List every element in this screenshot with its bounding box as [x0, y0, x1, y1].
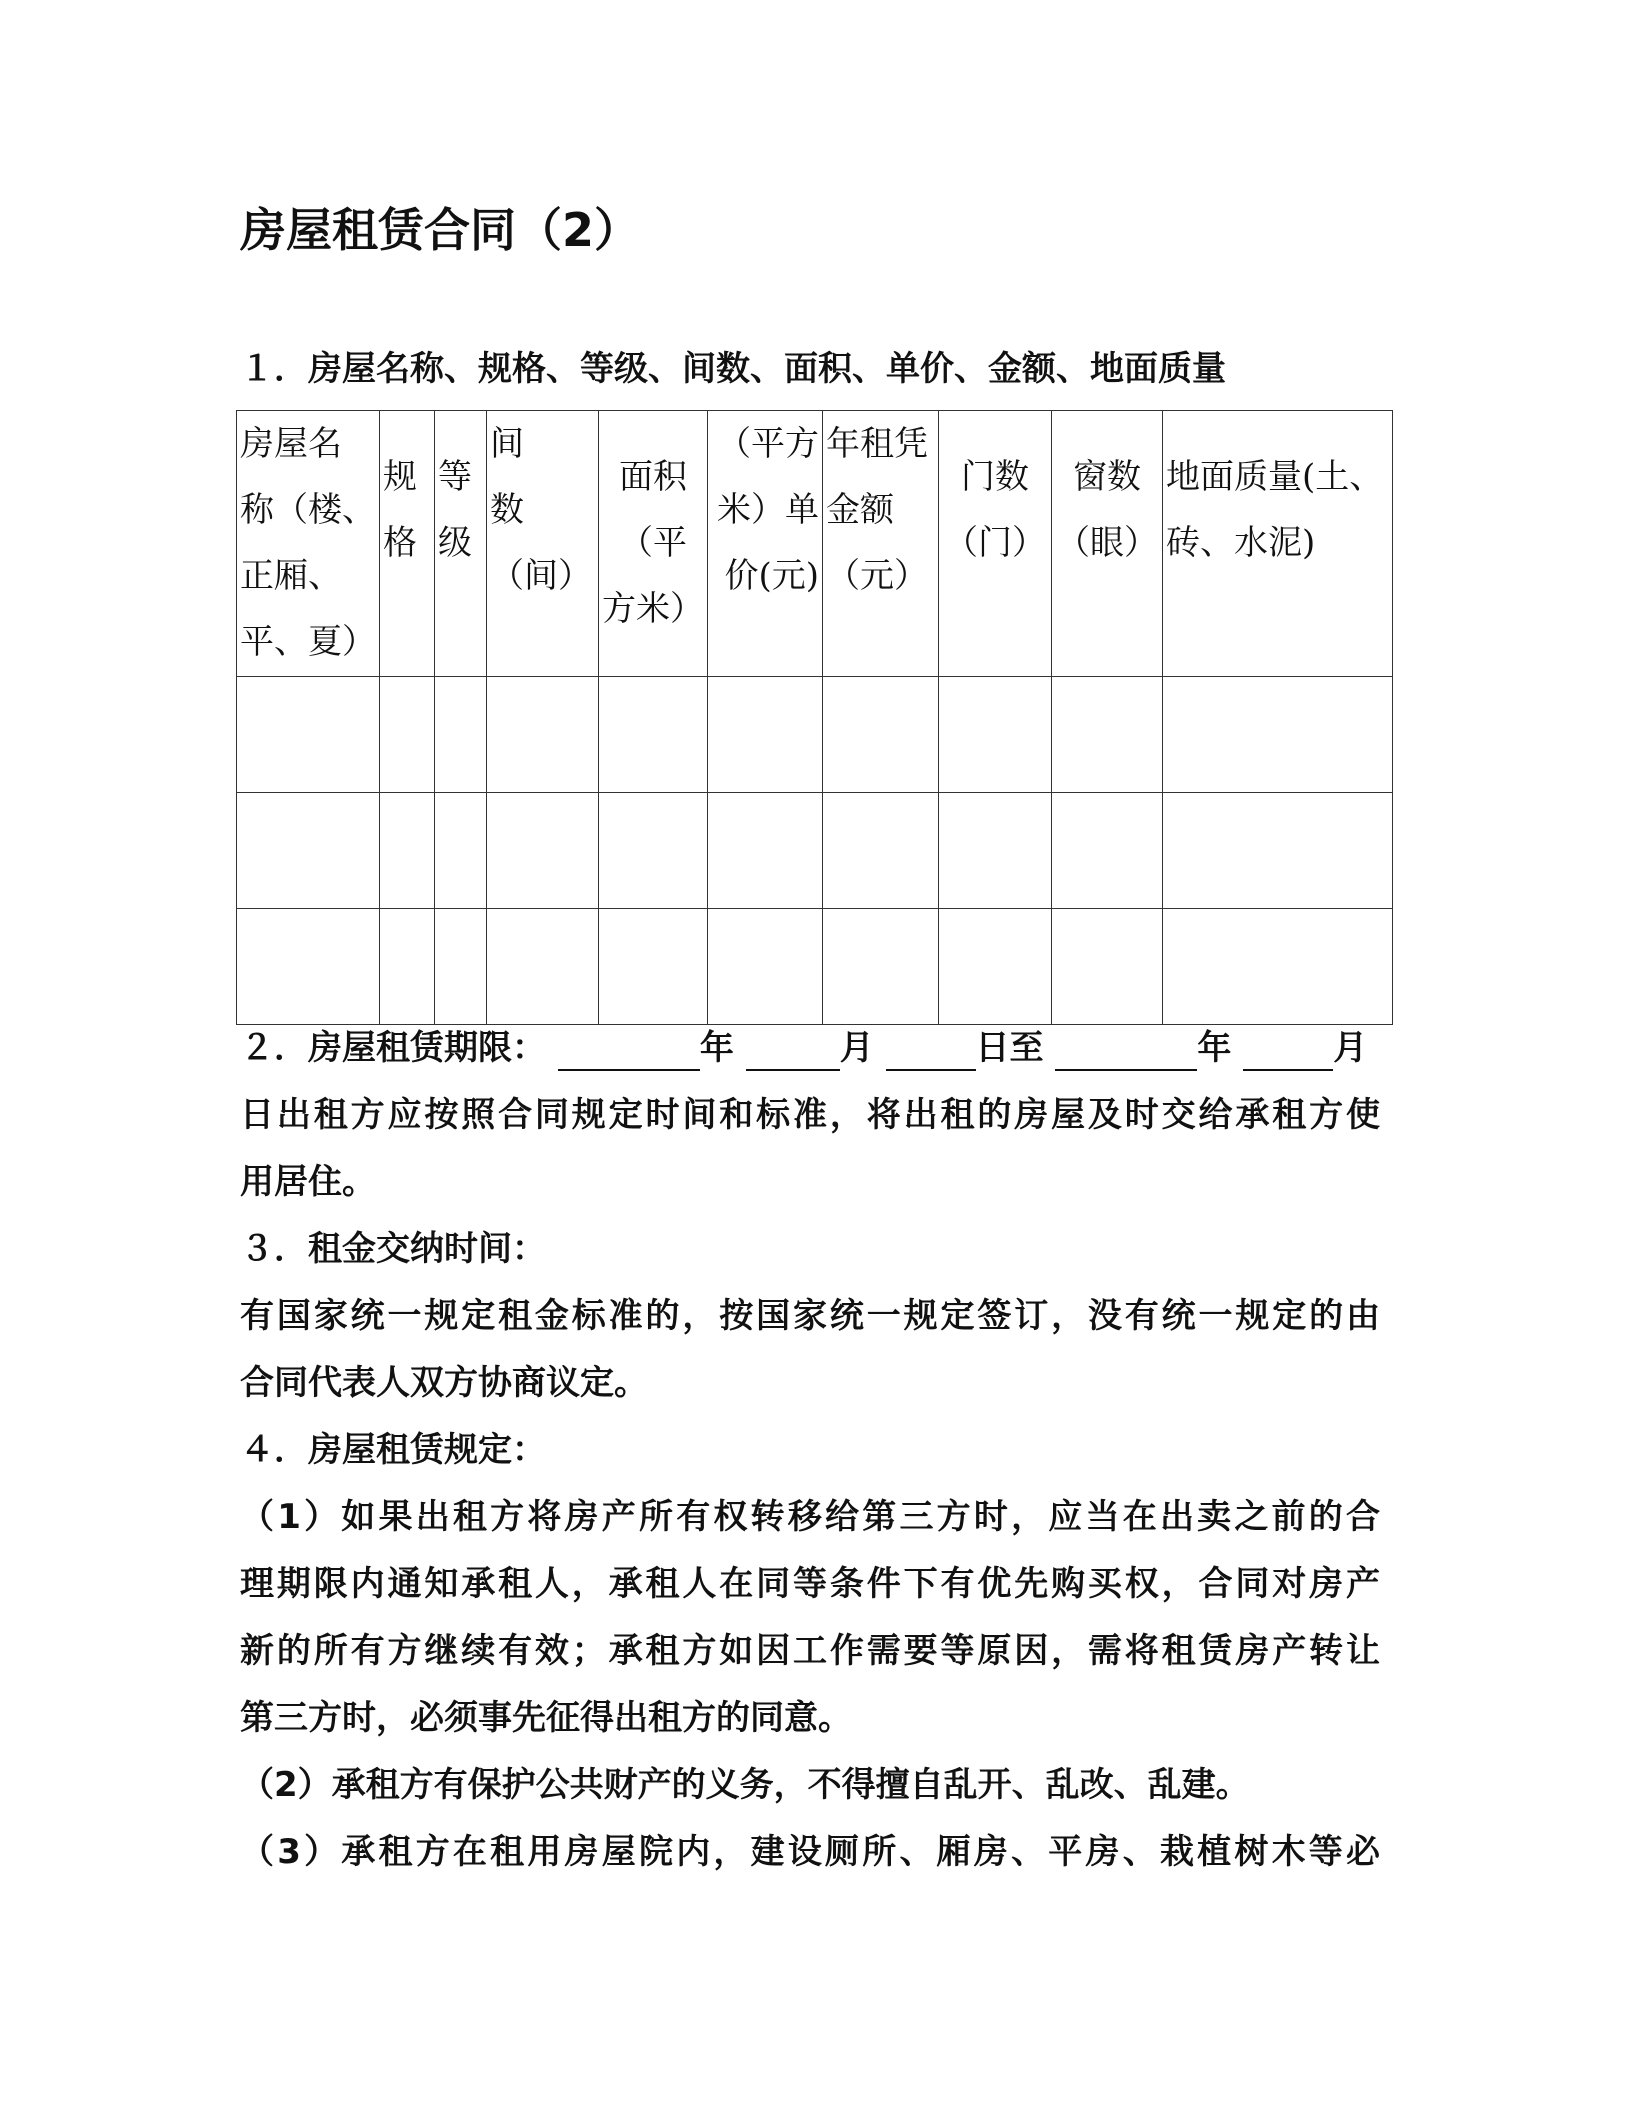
header-cell-annual-rent — [823, 411, 939, 677]
header-text: 面积 （平 方米） — [602, 457, 704, 629]
table-cell[interactable] — [435, 677, 487, 793]
lease-term-label: ２．房屋租赁期限： — [240, 1028, 546, 1068]
section4-item1-line-2: 理期限内通知承租人，承租人在同等条件下有优先购买权，合同对房产 — [240, 1564, 1380, 1604]
table-cell[interactable] — [435, 793, 487, 909]
header-text: 窗数 （眼） — [1056, 457, 1158, 563]
start-day-to: 日至 — [975, 1028, 1044, 1068]
start-month-unit: 月 — [839, 1028, 874, 1068]
table-cell[interactable] — [1163, 909, 1393, 1025]
header-text: 门数 （门） — [944, 457, 1046, 563]
table-cell[interactable] — [237, 793, 380, 909]
table-cell[interactable] — [939, 677, 1052, 793]
table-row — [237, 677, 1393, 793]
lease-term-line — [240, 1025, 1367, 1071]
section3-line-2: 合同代表人双方协商议定。 — [240, 1363, 648, 1403]
table-cell[interactable] — [380, 909, 435, 1025]
page-title: 房屋租赁合同（2） — [240, 203, 641, 257]
table-cell[interactable] — [1163, 793, 1393, 909]
section4-item1-line-3: 新的所有方继续有效；承租方如因工作需要等原因，需将租赁房产转让 — [240, 1631, 1380, 1671]
section1-heading: １．房屋名称、规格、等级、间数、面积、单价、金额、地面质量 — [240, 349, 1226, 389]
table-cell[interactable] — [487, 909, 599, 1025]
table-cell[interactable] — [823, 909, 939, 1025]
table-cell[interactable] — [823, 677, 939, 793]
lease-term-continuation-2: 用居住。 — [240, 1162, 376, 1202]
header-cell-floor-quality — [1163, 411, 1393, 677]
header-text: 间 数 （间） — [490, 424, 592, 596]
table-cell[interactable] — [380, 677, 435, 793]
header-cell-unit-price — [708, 411, 823, 677]
table-cell[interactable] — [435, 909, 487, 1025]
table-row — [237, 793, 1393, 909]
end-year-unit: 年 — [1197, 1028, 1232, 1068]
table-row — [237, 909, 1393, 1025]
table-cell[interactable] — [708, 909, 823, 1025]
table-header-row — [237, 411, 1393, 677]
start-year-blank[interactable] — [558, 1033, 700, 1071]
table-cell[interactable] — [939, 909, 1052, 1025]
table-cell[interactable] — [823, 793, 939, 909]
start-year-unit: 年 — [699, 1028, 734, 1068]
table-cell[interactable] — [599, 793, 708, 909]
table-cell[interactable] — [1052, 909, 1163, 1025]
section4-item1-line-4: 第三方时，必须事先征得出租方的同意。 — [240, 1698, 852, 1738]
lease-term-continuation-1: 日出租方应按照合同规定时间和标准，将出租的房屋及时交给承租方使 — [240, 1095, 1380, 1135]
table-cell[interactable] — [237, 677, 380, 793]
table-cell[interactable] — [380, 793, 435, 909]
table-cell[interactable] — [939, 793, 1052, 909]
header-text: 年租凭 金额 （元） — [826, 424, 928, 596]
header-cell-name — [237, 411, 380, 677]
section4-item2: （2）承租方有保护公共财产的义务，不得擅自乱开、乱改、乱建。 — [240, 1765, 1250, 1805]
header-cell-area — [599, 411, 708, 677]
section3-heading: ３．租金交纳时间： — [240, 1229, 546, 1269]
end-month-unit: 月 — [1333, 1028, 1368, 1068]
end-month-blank[interactable] — [1243, 1033, 1333, 1071]
section3-line-1: 有国家统一规定租金标准的，按国家统一规定签订，没有统一规定的由 — [240, 1296, 1380, 1336]
table-cell[interactable] — [1052, 677, 1163, 793]
section4-item3-line-1: （3）承租方在租用房屋院内，建设厕所、厢房、平房、栽植树木等必 — [240, 1832, 1380, 1872]
header-text: 地面质量(土、 砖、水泥) — [1166, 457, 1384, 563]
header-cell-rooms — [487, 411, 599, 677]
header-text: （平方 米）单 价(元) — [717, 424, 819, 596]
start-month-blank[interactable] — [746, 1033, 840, 1071]
table-cell[interactable] — [599, 909, 708, 1025]
section4-heading: ４．房屋租赁规定： — [240, 1430, 546, 1470]
end-year-blank[interactable] — [1055, 1033, 1197, 1071]
table-cell[interactable] — [599, 677, 708, 793]
table-cell[interactable] — [487, 793, 599, 909]
table-cell[interactable] — [708, 793, 823, 909]
table-cell[interactable] — [237, 909, 380, 1025]
header-cell-windows — [1052, 411, 1163, 677]
room-info-table — [236, 410, 1393, 1025]
start-day-blank[interactable] — [886, 1033, 976, 1071]
table-cell[interactable] — [1052, 793, 1163, 909]
table-cell[interactable] — [1163, 677, 1393, 793]
header-text: 等 级 — [438, 457, 472, 563]
header-cell-grade — [435, 411, 487, 677]
header-cell-spec — [380, 411, 435, 677]
header-text: 规 格 — [383, 457, 417, 563]
table-cell[interactable] — [708, 677, 823, 793]
table-cell[interactable] — [487, 677, 599, 793]
header-text: 房屋名 称（楼、 正厢、 平、夏） — [240, 424, 376, 662]
header-cell-doors — [939, 411, 1052, 677]
section4-item1-line-1: （1）如果出租方将房产所有权转移给第三方时，应当在出卖之前的合 — [240, 1497, 1380, 1537]
